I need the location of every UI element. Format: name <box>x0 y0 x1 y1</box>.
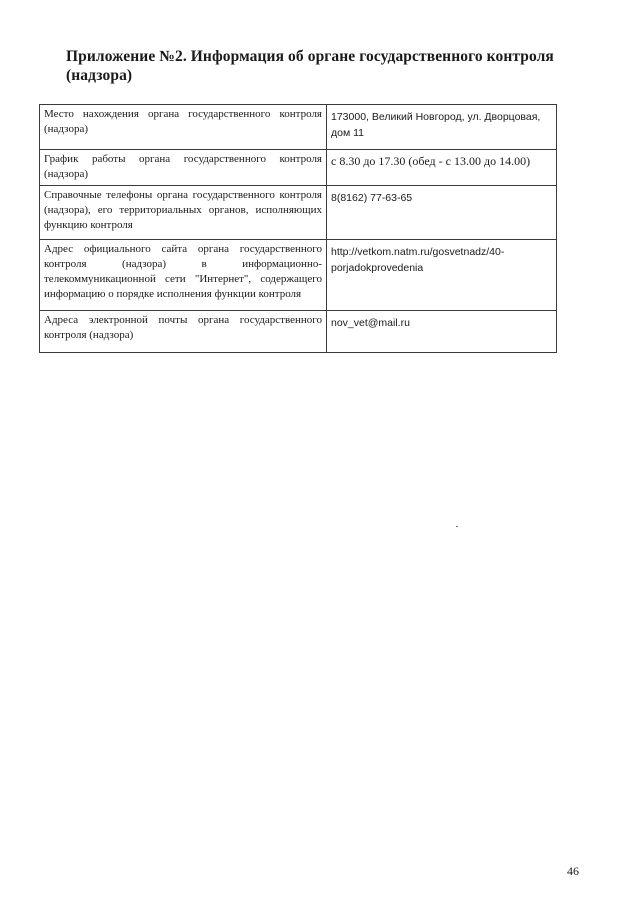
schedule-label: График работы органа государственного контроля (надзора) <box>40 150 327 186</box>
location-value: 173000, Великий Новгород, ул. Дворцовая, дом 11 <box>327 105 557 150</box>
email-link[interactable]: nov_vet@mail.ru <box>327 311 557 353</box>
table-row <box>40 150 557 186</box>
location-label: Место нахождения органа государственного контроля (надзора) <box>40 105 327 150</box>
table-row <box>40 240 557 311</box>
table-row <box>40 105 557 150</box>
phones-label: Справочные телефоны органа государственного контроля (надзора), его территориальных органов, исполняющих функцию контроля <box>40 186 327 240</box>
schedule-value: с 8.30 до 17.30 (обед - с 13.00 до 14.00) <box>327 150 557 186</box>
website-link[interactable]: http://vetkom.natm.ru/gosvetnadz/40-porjadokprovedenia <box>327 240 557 311</box>
scan-speck <box>456 526 458 527</box>
phones-value: 8(8162) 77-63-65 <box>327 186 557 240</box>
website-label: Адрес официального сайта органа государственного контроля (надзора) в информационно-телекоммуникационной сети "Интернет", содержащего информацию о порядке исполнения функции контроля <box>40 240 327 311</box>
email-label: Адреса электронной почты органа государственного контроля (надзора) <box>40 311 327 353</box>
control-authority-info-table <box>39 104 557 353</box>
page-number: 46 <box>567 864 579 878</box>
table-row <box>40 186 557 240</box>
table-row <box>40 311 557 353</box>
document-title: Приложение №2. Информация об органе государственного контроля (надзора) <box>66 48 554 84</box>
